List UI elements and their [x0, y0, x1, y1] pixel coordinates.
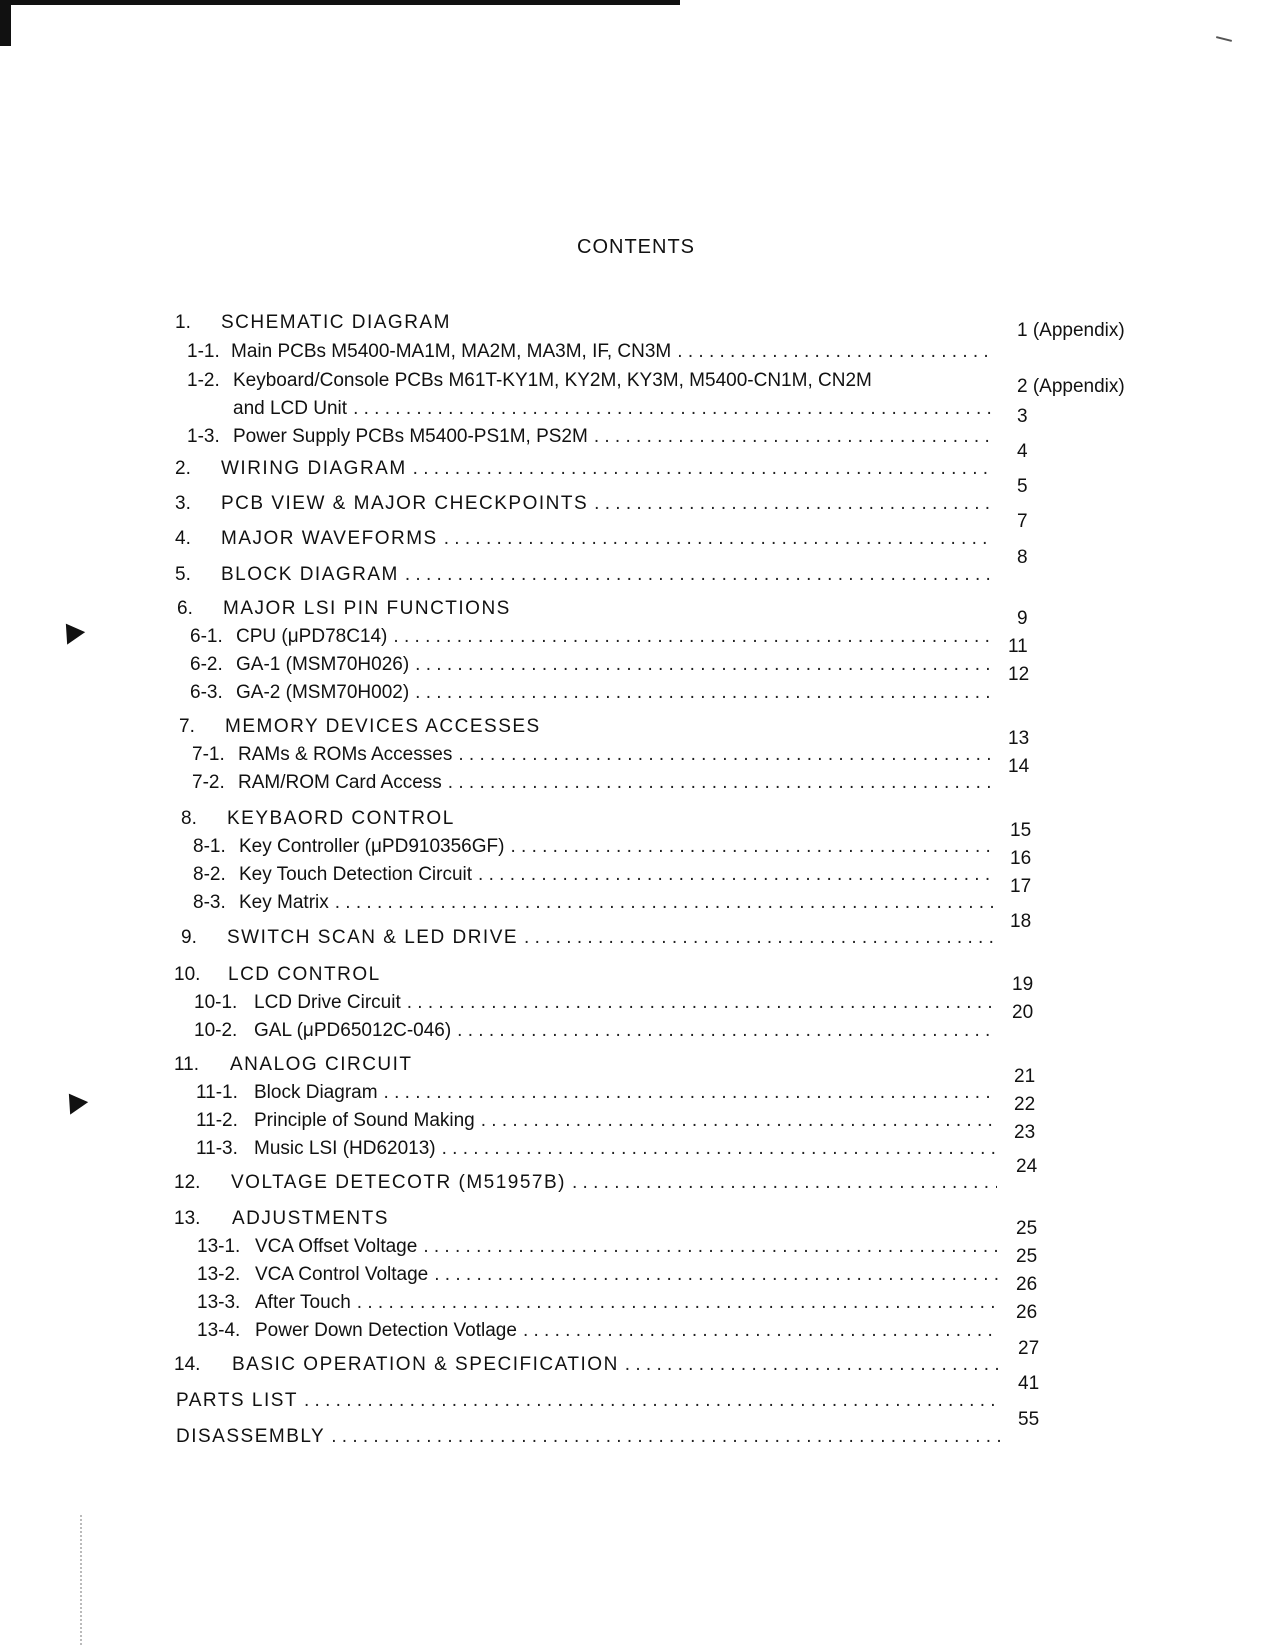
toc-page: 41	[1018, 1373, 1040, 1394]
toc-entry: 11-2. Principle of Sound Making . . .	[196, 1104, 1009, 1132]
scan-dots	[80, 1515, 84, 1645]
toc-page: 2 (Appendix)	[1017, 376, 1125, 397]
toc-entry: 13-4. Power Down Detection Votlage . . .	[197, 1314, 1011, 1342]
toc-entry: 7-2. RAM/ROM Card Access . . .	[192, 766, 1005, 794]
toc-entry: 12. VOLTAGE DETECOTR (M51957B) . . .	[174, 1166, 1009, 1194]
toc-entry: DISASSEMBLY . . .	[176, 1420, 1013, 1448]
toc-entry: and LCD Unit . . .	[233, 392, 1005, 420]
toc-page: 8	[1017, 547, 1028, 568]
toc-page: 19	[1012, 974, 1034, 995]
toc-entry: 1-1. Main PCBs M5400-MA1M, MA2M, MA3M, IF, CN3M . . .	[187, 335, 1005, 363]
scan-top-edge	[0, 0, 680, 5]
toc-page: 21	[1014, 1066, 1036, 1087]
toc-page: 27	[1018, 1338, 1040, 1359]
toc-entry: PARTS LIST . . .	[176, 1384, 1011, 1412]
toc-entry: 3. PCB VIEW & MAJOR CHECKPOINTS . . .	[175, 487, 1005, 515]
toc-page: 11	[1008, 636, 1028, 657]
toc-entry: 8-1. Key Controller (μPD910356GF) . . .	[193, 830, 1005, 858]
toc-entry: 4. MAJOR WAVEFORMS . . .	[175, 522, 1005, 550]
toc-entry: 13. ADJUSTMENTS	[174, 1208, 389, 1229]
toc-entry: 1-3. Power Supply PCBs M5400-PS1M, PS2M . . .	[187, 420, 1005, 448]
toc-page: 22	[1014, 1094, 1036, 1115]
toc-page: 13	[1008, 728, 1030, 749]
toc-entry: 11-1. Block Diagram . . .	[196, 1076, 1009, 1104]
toc-page: 26	[1016, 1274, 1038, 1295]
toc-page: 26	[1016, 1302, 1038, 1323]
toc-entry: 7. MEMORY DEVICES ACCESSES	[179, 716, 541, 737]
toc-entry: 6-3. GA-2 (MSM70H002) . . .	[190, 676, 1005, 704]
toc-entry: 11-3. Music LSI (HD62013) . . .	[196, 1132, 1009, 1160]
toc-entry: 10. LCD CONTROL	[174, 964, 381, 985]
toc-entry: 6-1. CPU (μPD78C14) . . .	[190, 620, 1005, 648]
toc-entry: 11. ANALOG CIRCUIT	[174, 1054, 413, 1075]
toc-entry: 13-1. VCA Offset Voltage . . .	[197, 1230, 1011, 1258]
toc-entry: 9. SWITCH SCAN & LED DRIVE . . .	[181, 921, 1005, 949]
toc-page: 15	[1010, 820, 1032, 841]
toc-page: 14	[1008, 756, 1030, 777]
toc-page: 16	[1010, 848, 1032, 869]
toc-entry: 14. BASIC OPERATION & SPECIFICATION . . .	[174, 1348, 1011, 1376]
toc-entry: 6. MAJOR LSI PIN FUNCTIONS	[177, 598, 511, 619]
toc-page: 55	[1018, 1409, 1040, 1430]
toc-page: 24	[1016, 1156, 1038, 1177]
toc-entry: 1. SCHEMATIC DIAGRAM	[175, 312, 451, 333]
toc-entry: 10-1. LCD Drive Circuit . . .	[194, 986, 1007, 1014]
toc-page: 9	[1017, 608, 1028, 629]
page-title: CONTENTS	[577, 236, 695, 258]
toc-page: 12	[1008, 664, 1030, 685]
toc-page: 4	[1017, 441, 1028, 462]
toc-page: 3	[1017, 406, 1028, 427]
toc-page: 23	[1014, 1122, 1036, 1143]
toc-page: 20	[1012, 1002, 1034, 1023]
toc-page: 17	[1010, 876, 1032, 897]
toc-entry: 13-2. VCA Control Voltage . . .	[197, 1258, 1011, 1286]
toc-page: 7	[1017, 511, 1028, 532]
toc-entry: 7-1. RAMs & ROMs Accesses . . .	[192, 738, 1005, 766]
arrow-bullet-icon	[60, 1087, 88, 1114]
scan-mark	[1216, 36, 1232, 42]
arrow-bullet-icon	[57, 617, 85, 644]
toc-entry: 1-2. Keyboard/Console PCBs M61T-KY1M, KY2M, KY3M, M5400-CN1M, CN2M	[187, 370, 872, 391]
toc-entry: 8-2. Key Touch Detection Circuit . . .	[193, 858, 1005, 886]
toc-entry: 10-2. GAL (μPD65012C-046) . . .	[194, 1014, 1007, 1042]
toc-entry: 6-2. GA-1 (MSM70H026) . . .	[190, 648, 1005, 676]
toc-entry: 13-3. After Touch . . .	[197, 1286, 1011, 1314]
scan-corner-mark	[0, 0, 11, 46]
toc-entry: 5. BLOCK DIAGRAM . . .	[175, 558, 1005, 586]
toc-page: 1 (Appendix)	[1017, 320, 1125, 341]
toc-page: 25	[1016, 1246, 1038, 1267]
toc-page: 18	[1010, 911, 1032, 932]
toc-entry: 8-3. Key Matrix . . .	[193, 886, 1005, 914]
toc-page: 25	[1016, 1218, 1038, 1239]
toc-entry: 2. WIRING DIAGRAM . . .	[175, 452, 1005, 480]
toc-entry: 8. KEYBAORD CONTROL	[181, 808, 455, 829]
toc-page: 5	[1017, 476, 1028, 497]
